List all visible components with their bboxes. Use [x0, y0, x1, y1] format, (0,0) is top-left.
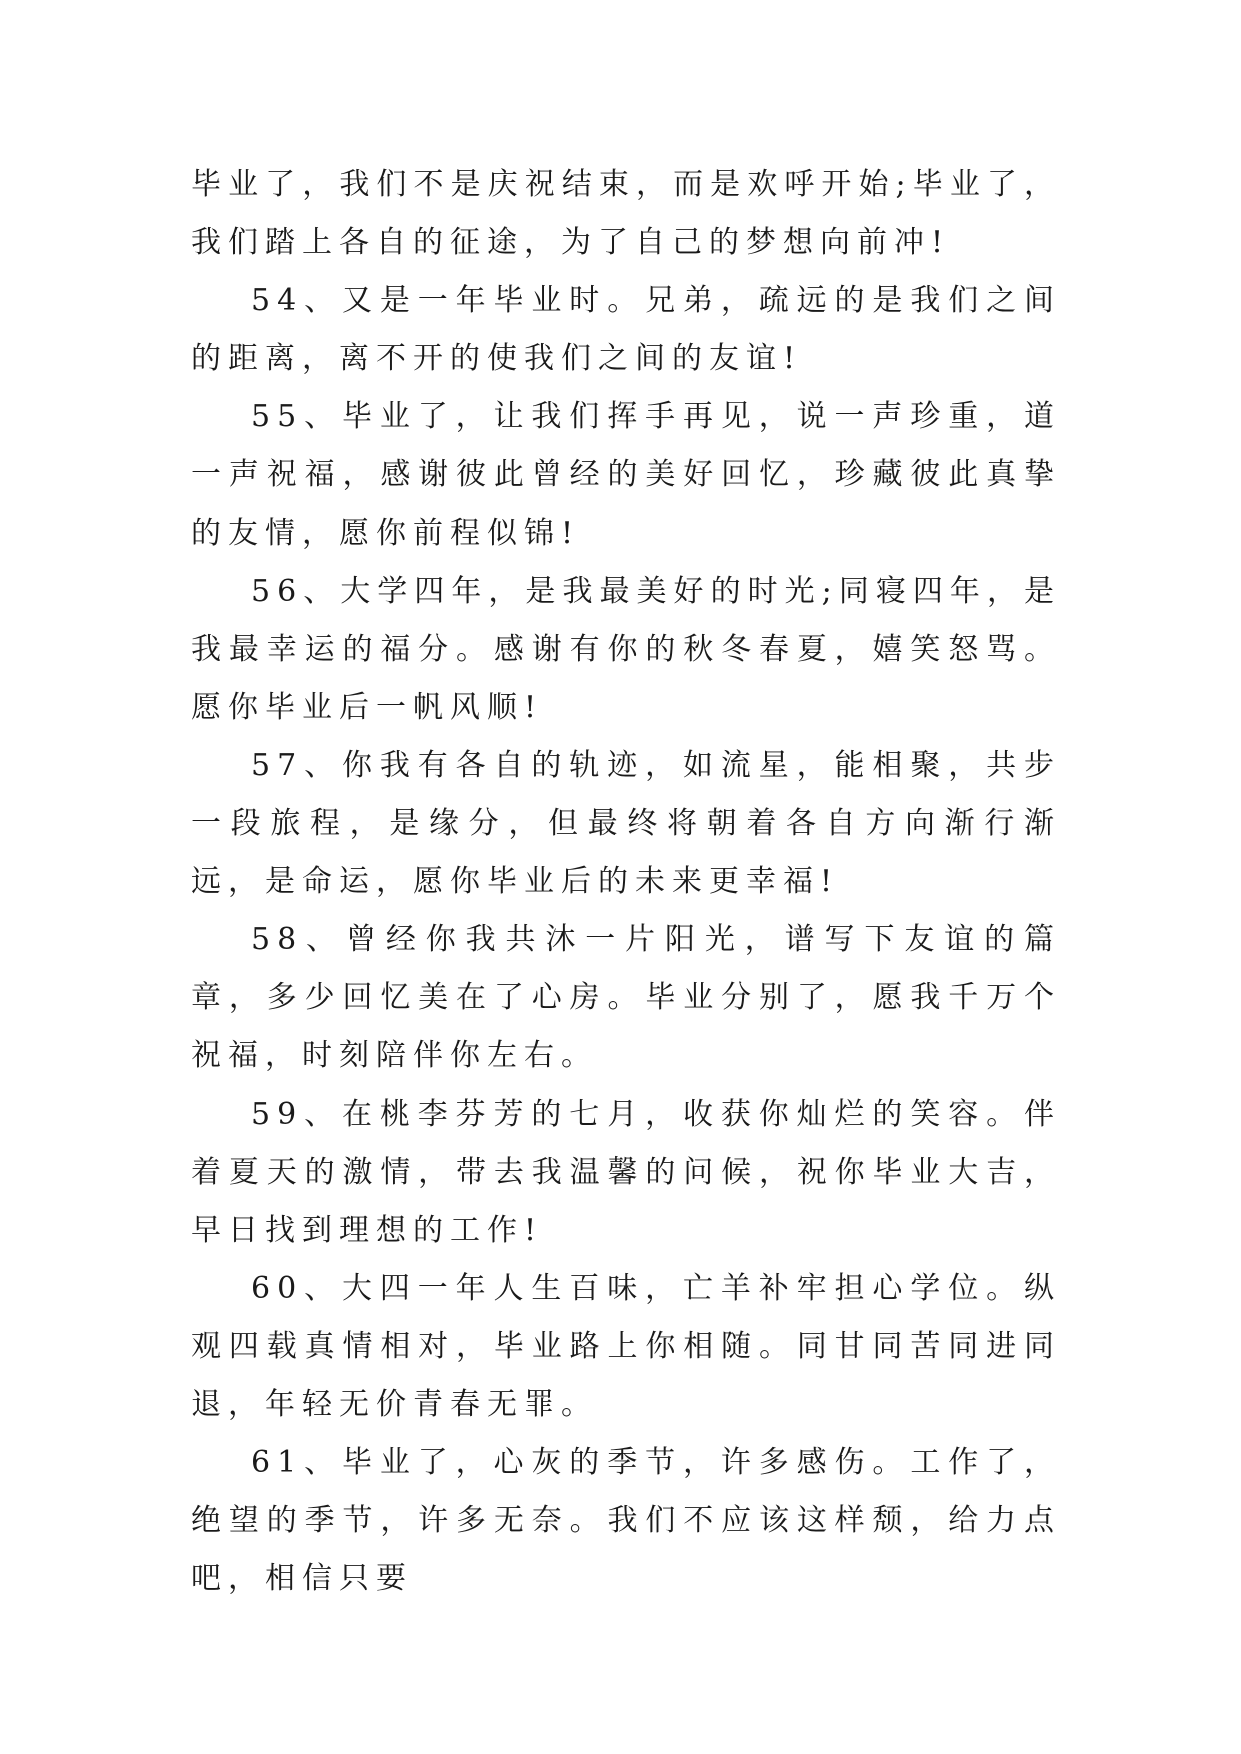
paragraph-59: 59、在桃李芬芳的七月，收获你灿烂的笑容。伴着夏天的激情，带去我温馨的问候，祝你毕业大吉，早日找到理想的工作!: [191, 1096, 1061, 1248]
paragraph-56: 56、大学四年，是我最美好的时光;同寝四年，是我最幸运的福分。感谢有你的秋冬春夏，嬉笑怒骂。愿你毕业后一帆风顺!: [191, 573, 1061, 725]
paragraph-55: 55、毕业了，让我们挥手再见，说一声珍重，道一声祝福，感谢彼此曾经的美好回忆，珍藏彼此真挚的友情，愿你前程似锦!: [191, 399, 1061, 551]
paragraph-continuation: 毕业了，我们不是庆祝结束，而是欢呼开始;毕业了，我们踏上各自的征途，为了自己的梦想向前冲!: [191, 167, 1061, 261]
paragraph-54: 54、又是一年毕业时。兄弟，疏远的是我们之间的距离，离不开的使我们之间的友谊!: [191, 283, 1061, 377]
paragraph-57: 57、你我有各自的轨迹，如流星，能相聚，共步一段旅程，是缘分，但最终将朝着各自方向渐行渐远，是命运，愿你毕业后的未来更幸福!: [191, 747, 1061, 900]
paragraph-61: 61、毕业了，心灰的季节，许多感伤。工作了，绝望的季节，许多无奈。我们不应该这样颓，给力点吧，相信只要: [191, 1445, 1061, 1597]
paragraph-60: 60、大四一年人生百味，亡羊补牢担心学位。纵观四载真情相对，毕业路上你相随。同甘同苦同进同退，年轻无价青春无罪。: [191, 1270, 1061, 1422]
paragraph-58: 58、曾经你我共沐一片阳光，谱写下友谊的篇章，多少回忆美在了心房。毕业分别了，愿我千万个祝福，时刻陪伴你左右。: [191, 922, 1061, 1074]
document-body: [191, 156, 1061, 1608]
